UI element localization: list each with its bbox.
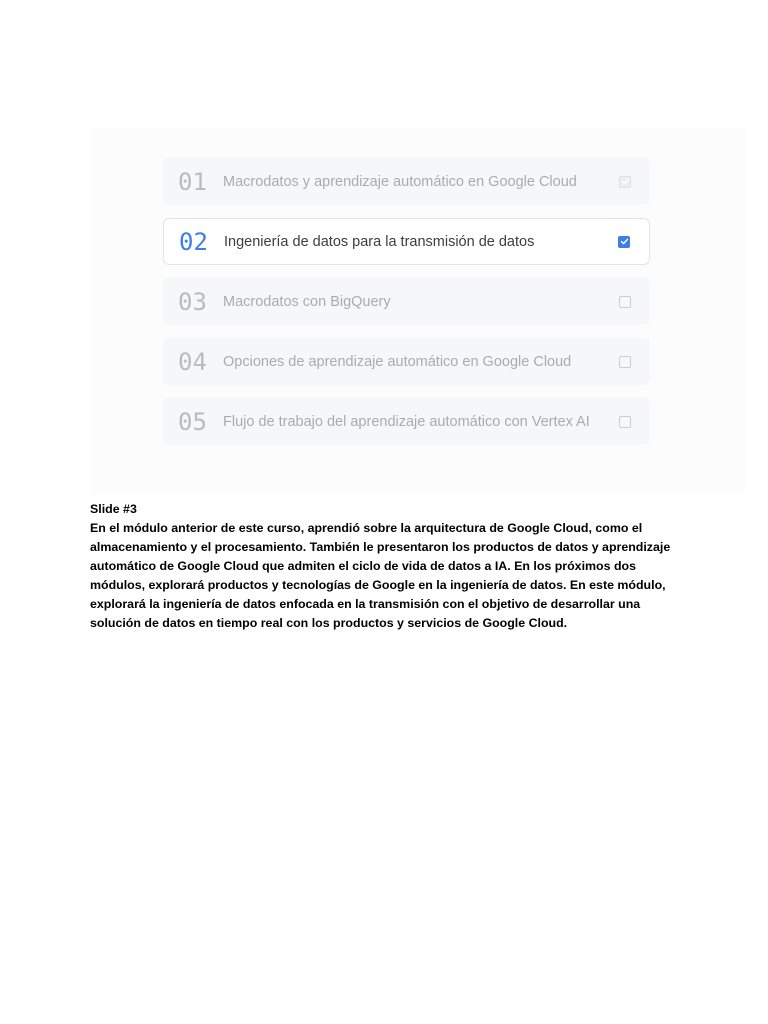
module-item-05[interactable] [163, 398, 650, 445]
module-number: 04 [178, 347, 207, 376]
module-title: Opciones de aprendizaje automático en Google Cloud [223, 353, 572, 370]
checkbox-empty-icon[interactable] [619, 356, 631, 368]
module-number: 01 [178, 167, 207, 196]
module-item-02[interactable] [163, 218, 650, 265]
module-title: Flujo de trabajo del aprendizaje automático con Vertex AI [223, 413, 590, 430]
module-title: Ingeniería de datos para la transmisión de datos [224, 233, 535, 250]
module-item-04[interactable] [163, 338, 650, 385]
notes-body: En el módulo anterior de este curso, aprendió sobre la arquitectura de Google Cloud, como el almacenamiento y el procesamiento. También le presentaron los productos de datos y aprendizaje automático de Google Cloud que admiten el ciclo de vida de datos a IA. En los próximos dos módulos, explorará productos y tecnologías de Google en la ingeniería de datos. En este módulo, explorará la ingeniería de datos enfocada en la transmisión con el objetivo de desarrollar una solución de datos en tiempo real con los productos y servicios de Google Cloud. [90, 521, 671, 630]
module-number: 03 [178, 287, 207, 316]
checkbox-empty-icon[interactable] [619, 416, 631, 428]
checkbox-empty-icon[interactable] [619, 296, 631, 308]
module-item-01[interactable] [163, 158, 650, 205]
checkbox-checked-icon[interactable] [619, 176, 631, 188]
speaker-notes [90, 500, 680, 633]
module-number: 05 [178, 407, 207, 436]
slide-label: Slide #3 [90, 502, 137, 516]
module-item-03[interactable] [163, 278, 650, 325]
module-number: 02 [179, 227, 208, 256]
module-list [163, 158, 650, 458]
module-title: Macrodatos y aprendizaje automático en Google Cloud [223, 173, 577, 190]
checkbox-checked-icon[interactable] [618, 236, 630, 248]
module-title: Macrodatos con BigQuery [223, 293, 391, 310]
